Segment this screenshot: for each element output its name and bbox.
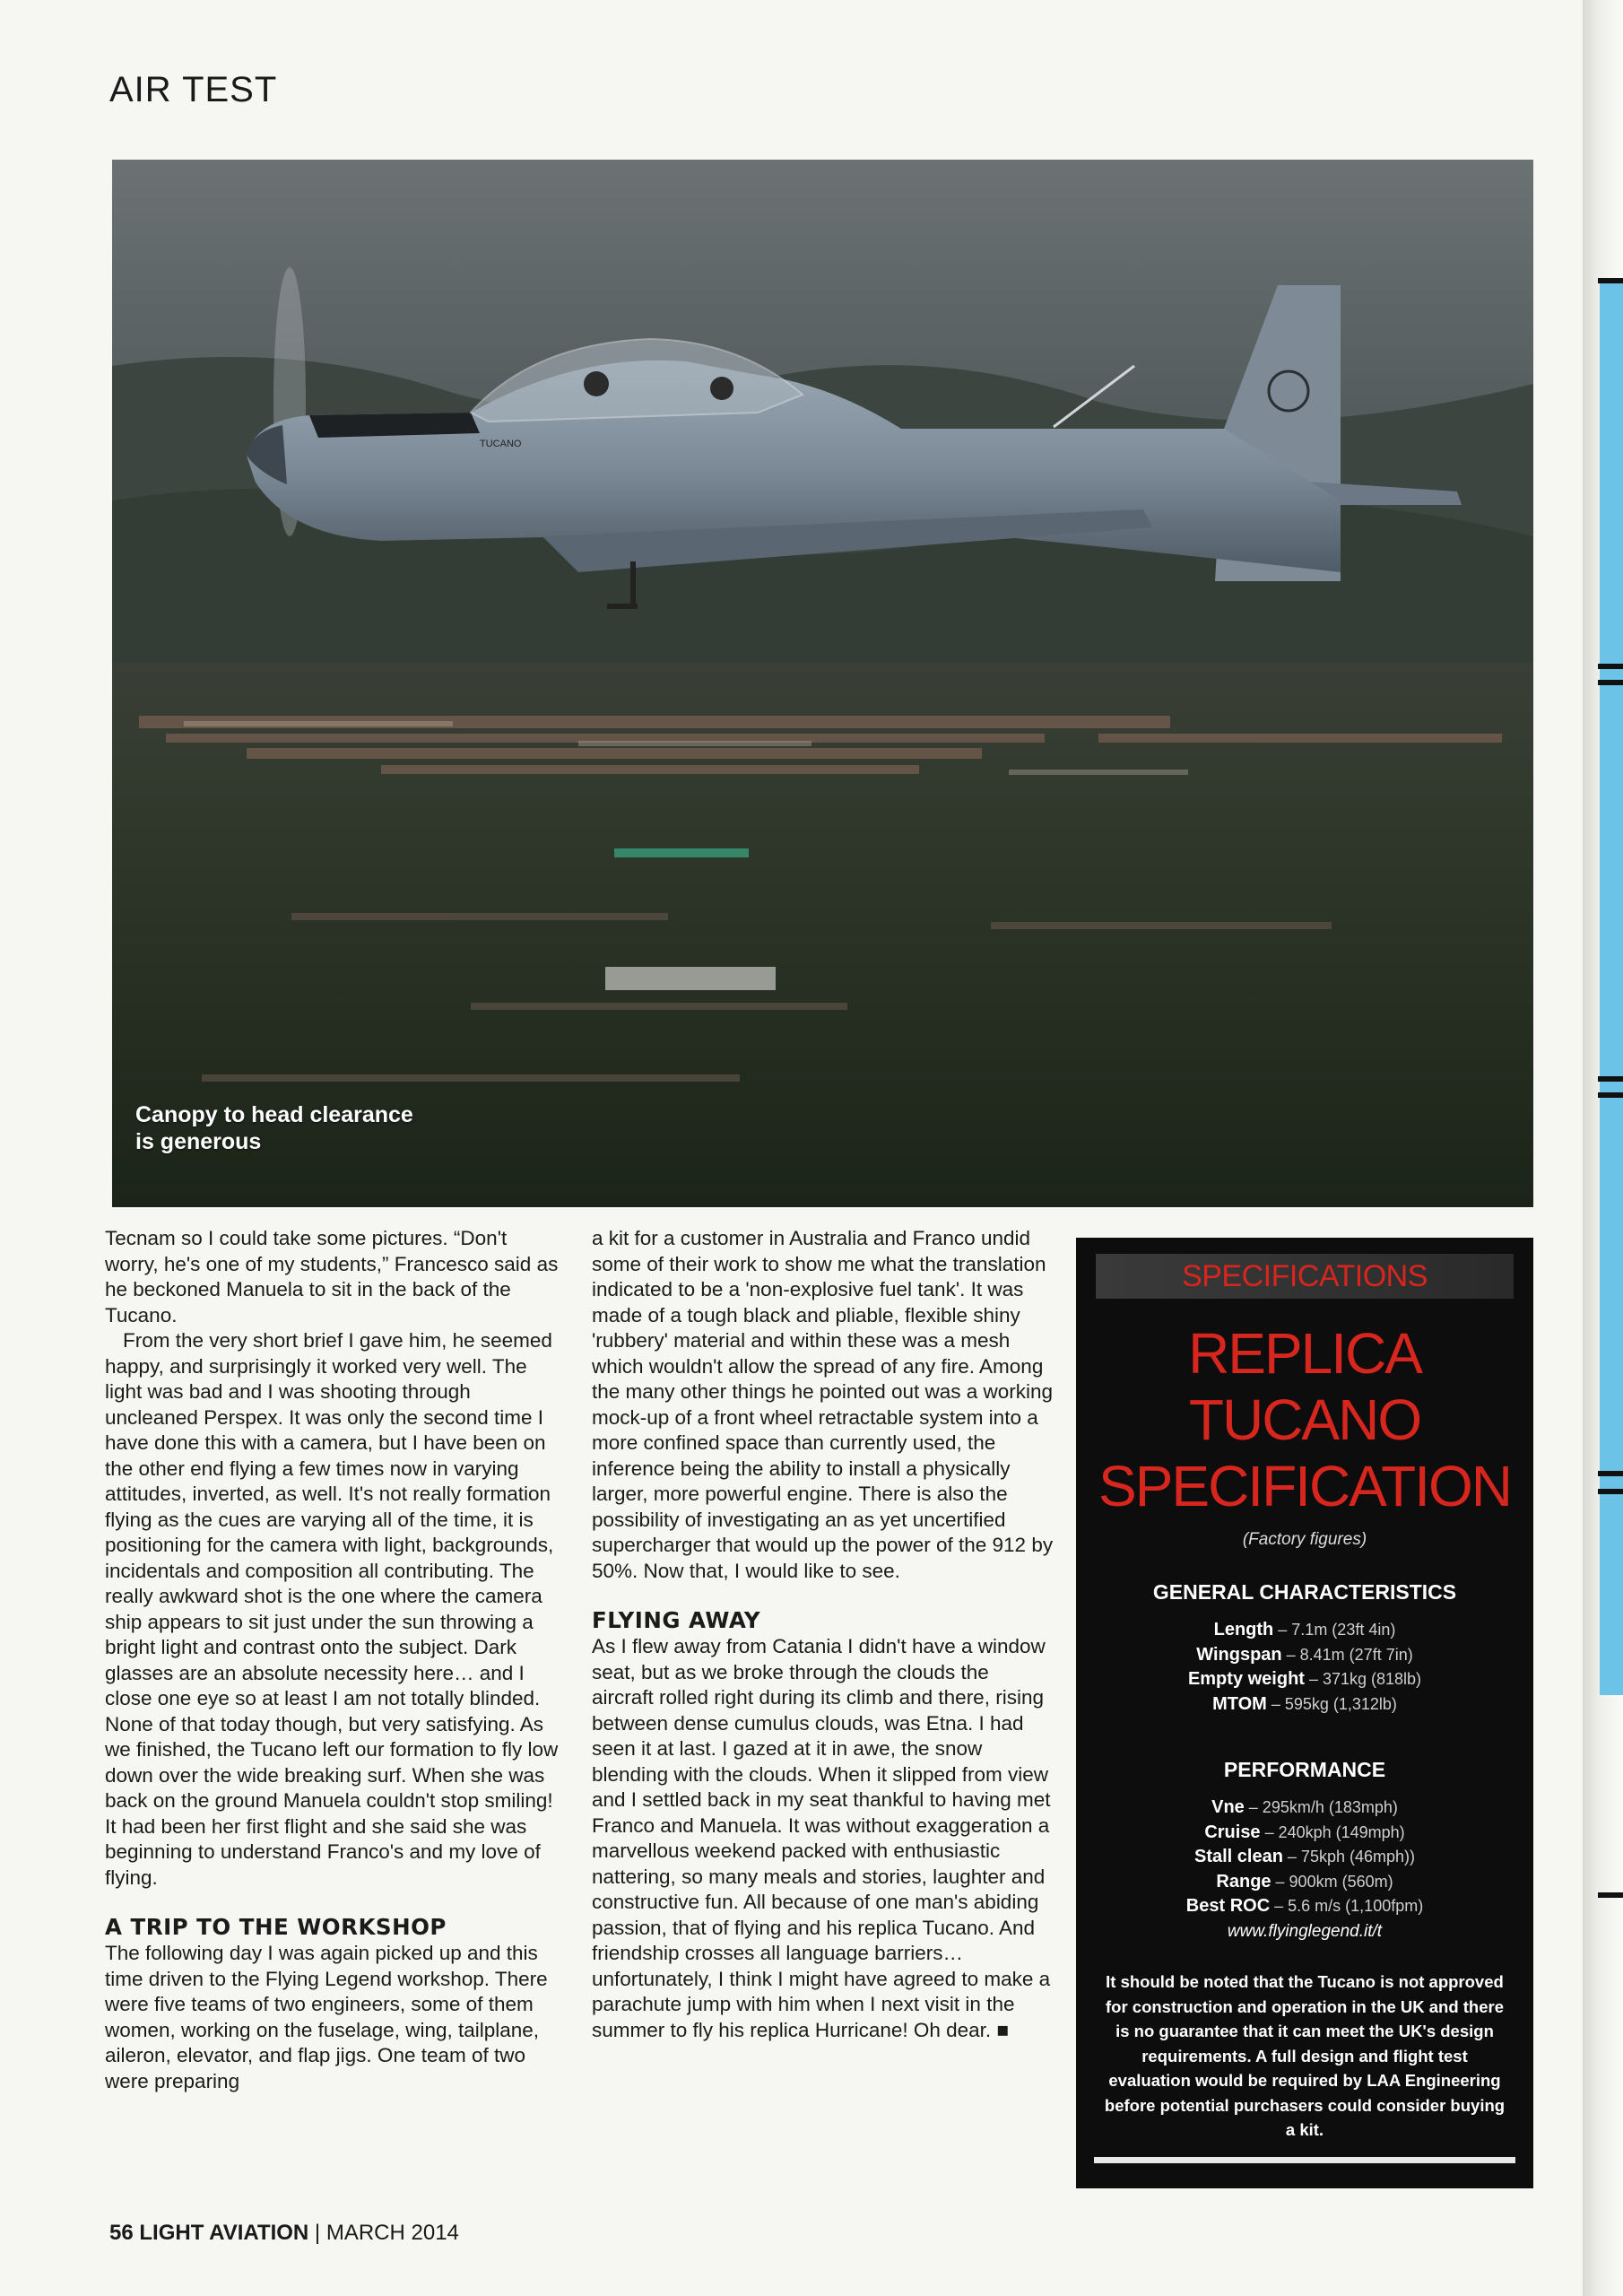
specifications-title: REPLICA TUCANO SPECIFICATION (1098, 1321, 1511, 1518)
spec-row: Vne – 295km/h (183mph) (1211, 1797, 1398, 1817)
page-footer (109, 2221, 459, 2246)
general-characteristics-heading: GENERAL CHARACTERISTICS (1152, 1580, 1457, 1604)
spec-row: Best ROC – 5.6 m/s (1,100fpm) (1185, 1896, 1424, 1916)
edge-mark (1598, 664, 1623, 669)
performance-list (1076, 1796, 1533, 1944)
specifications-tab: SPECIFICATIONS (1096, 1254, 1514, 1299)
spec-row: MTOM – 595kg (1,312lb) (1212, 1693, 1397, 1714)
spec-row: Empty weight – 371kg (818lb) (1187, 1669, 1422, 1689)
paragraph: From the very short brief I gave him, he seemed happy, and surprisingly it worked very well. The light was bad and I was shooting through uncleaned Perspex. It was only the second time I have done this with a camera, but I have been on the other end flying a few times now in varying attitudes, inverted, as well. It's not really formation flying as the cues are varying all of the time, it is positioning for the camera with light, backgrounds, incidentals and composition all contributing. The really awkward shot is the one where the camera ship appears to sit just under the sun throwing a bright light and contrast onto the subject. Dark glasses are an absolute necessity here… and I close one eye so at least I am not totally blinded. None of that today though, but very satisfying. As we finished, the Tucano left our formation to fly low down over the wide breaking surf. When she was back on the ground Manuela couldn't stop smiling! It had been her first flight and she said she was beginning to understand Franco's and my love of flying. (105, 1329, 559, 1889)
page-number: 56 (109, 2221, 134, 2245)
spec-row: Wingspan – 8.41m (27ft 7in) (1196, 1644, 1413, 1665)
paragraph: Tecnam so I could take some pictures. “Don't worry, he's one of my students,” Francesco said as he beckoned Manuela to sit in the back of the Tucano. (105, 1227, 559, 1326)
specifications-box (1076, 1238, 1533, 2188)
aircraft-nose-label: TUCANO (480, 439, 522, 449)
aircraft-photo (112, 160, 1533, 1207)
specifications-subtitle: (Factory figures) (1242, 1530, 1367, 1549)
issue-date: MARCH 2014 (325, 2221, 459, 2245)
edge-mark (1598, 1471, 1623, 1476)
photo-caption: Canopy to head clearance is generous (135, 1102, 413, 1154)
footer-separator: | (308, 2221, 326, 2245)
magazine-name: LIGHT AVIATION (139, 2221, 309, 2245)
performance-heading: PERFORMANCE (1223, 1758, 1386, 1781)
edge-mark (1598, 278, 1623, 283)
subheading-flying-away: FLYING AWAY (592, 1607, 761, 1633)
paragraph: As I flew away from Catania I didn't have a window seat, but as we broke through the clouds the aircraft rolled right during its climb and there, rising between dense cumulus clouds, was Etna. I had seen it at last. I gazed at it in awe, the snow blending with the clouds. When it slipped from view and I settled back in my seat thankful to having met Franco and Manuela. It was without exaggeration a marvellous weekend packed with enthusiastic nattering, so many meals and stories, laughter and constructive fun. All because of one man's abiding passion, that of flying and his replica Tucano. And friendship crosses all language barriers… unfortunately, I think I might have agreed to make a parachute jump with him when I next visit in the summer to fly his replica Hurricane! Oh dear. ■ (592, 1635, 1051, 2041)
spec-row: Cruise – 240kph (149mph) (1204, 1822, 1405, 1842)
edge-mark (1598, 1489, 1623, 1494)
edge-mark (1598, 1092, 1623, 1098)
spec-row: Range – 900km (560m) (1216, 1871, 1393, 1892)
subheading-workshop: A TRIP TO THE WORKSHOP (105, 1914, 447, 1940)
paragraph: The following day I was again picked up and this time driven to the Flying Legend workshop. There were five teams of two engineers, some of them women, working on the fuselage, wing, tailplane, aileron, elevator, and flap jigs. One team of two were preparing (105, 1942, 548, 2092)
section-header: AIR TEST (109, 70, 278, 109)
article-column-2 (592, 1226, 1054, 2043)
article-column-1 (105, 1226, 562, 2094)
general-characteristics-list (1076, 1618, 1533, 1717)
paragraph: a kit for a customer in Australia and Franco undid some of their work to show me what the translation indicated to be a 'non-explosive fuel tank'. It was made of a tough black and pliable, flexible shiny 'rubbery' material and within these was a mesh which wouldn't allow the spread of any fire. Among the many other things he pointed out was a working mock-up of a front wheel retractable system into a more confined space than currently used, the inference being the ability to install a physically larger, more powerful engine. There is also the possibility of investigating an as yet uncertified supercharger that would up the power of the 912 by 50%. Now that, I would like to see. (592, 1227, 1054, 1582)
photo-illustration (112, 160, 1533, 1207)
spec-row: Stall clean – 75kph (46mph)) (1193, 1847, 1415, 1866)
specifications-divider (1094, 2157, 1515, 2163)
specifications-note: It should be noted that the Tucano is not approved for construction and operation in the UK and there is no guarantee that it can meet the UK's design requirements. A full design and flight test evaluation would be required by LAA Engineering before potential purchasers could consider buying a kit. (1104, 1972, 1506, 2139)
spec-row: Length – 7.1m (23ft 4in) (1213, 1620, 1396, 1639)
edge-mark (1598, 1892, 1623, 1898)
edge-mark (1598, 1076, 1623, 1082)
edge-mark (1598, 680, 1623, 685)
edge-color-tab (1600, 278, 1623, 1695)
manufacturer-url[interactable]: www.flyinglegend.it/t (1227, 1921, 1383, 1941)
